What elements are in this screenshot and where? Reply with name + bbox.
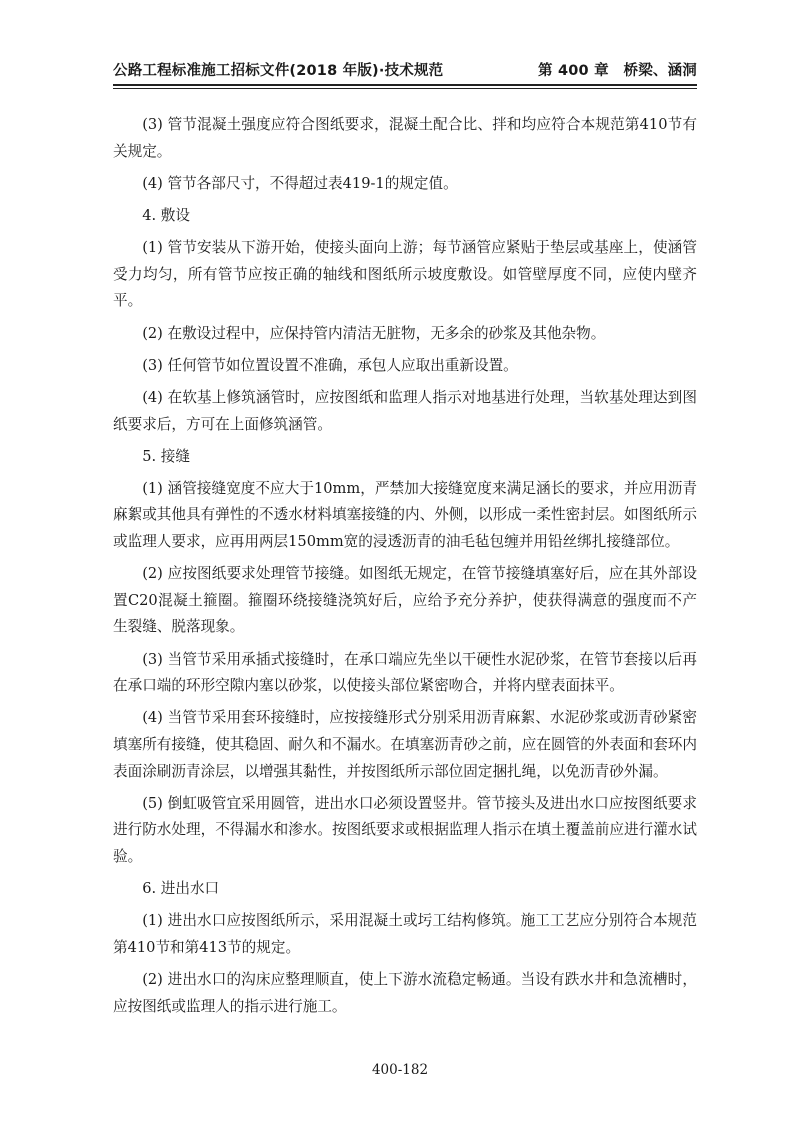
paragraph-5-5-inverted-siphon: (5) 倒虹吸管宜采用圆管，进出水口必须设置竖井。管节接头及进出水口应按图纸要求进行防水处理，不得漏水和渗水。按图纸要求或根据监理人指示在填土覆盖前应进行灌水试验。 <box>113 794 697 865</box>
header-rule-thick <box>113 84 697 86</box>
paragraph-3-3-concrete-strength: (3) 管节混凝土强度应符合图纸要求，混凝土配合比、拌和均应符合本规范第410节有关规定。 <box>113 116 697 160</box>
section-heading-joints: 5. 接缝 <box>142 447 190 465</box>
paragraph-4-3-reposition: (3) 任何管节如位置设置不准确，承包人应取出重新设置。 <box>142 356 518 374</box>
paragraph-4-2-cleanliness: (2) 在敷设过程中，应保持管内清洁无脏物，无多余的砂浆及其他杂物。 <box>142 324 606 342</box>
page-header <box>113 54 697 80</box>
section-heading-inlet-outlet: 6. 进出水口 <box>142 880 220 898</box>
paragraph-5-3-socket-joint: (3) 当管节采用承插式接缝时，在承口端应先坐以干硬性水泥砂浆，在管节套接以后再在承口端的环形空隙内塞以砂浆，以使接头部位紧密吻合，并将内壁表面抹平。 <box>113 650 697 695</box>
paragraph-5-1-joint-width: (1) 涵管接缝宽度不应大于10mm，严禁加大接缝宽度来满足涵长的要求，并应用沥青麻絮或其他具有弹性的不透水材料填塞接缝的内、外侧，以形成一柔性密封层。如图纸所示或监理人要求，应再用两层150mm宽的浸透沥青的油毛毡包缠并用铅丝绑扎接缝部位。 <box>113 479 697 551</box>
paragraph-5-4-collar-joint: (4) 当管节采用套环接缝时，应按接缝形式分别采用沥青麻絮、水泥砂浆或沥青砂紧密填塞所有接缝，使其稳固、耐久和不漏水。在填塞沥青砂之前，应在圆管的外表面和套环内表面涂刷沥青涂层，以增强其黏性，并按图纸所示部位固定捆扎绳，以免沥青砂外漏。 <box>113 709 697 780</box>
header-rule-thin <box>113 88 697 89</box>
header-document-title: 公路工程标准施工招标文件(2018 年版)·技术规范 <box>113 63 444 79</box>
paragraph-3-4-pipe-dimensions: (4) 管节各部尺寸，不得超过表419-1的规定值。 <box>142 174 458 192</box>
page-footer <box>0 1062 800 1078</box>
section-heading-laying: 4. 敷设 <box>142 206 190 224</box>
paragraph-4-4-soft-foundation: (4) 在软基上修筑涵管时，应按图纸和监理人指示对地基进行处理，当软基处理达到图纸要求后，方可在上面修筑涵管。 <box>113 388 697 433</box>
header-chapter-title: 第 400 章 桥梁、涵洞 <box>538 63 697 79</box>
page-number: 400-182 <box>371 1062 429 1078</box>
body-text <box>113 112 697 1026</box>
paragraph-4-1-installation: (1) 管节安装从下游开始，使接头面向上游；每节涵管应紧贴于垫层或基座上，使涵管受力均匀，所有管节应按正确的轴线和图纸所示坡度敷设。如管壁厚度不同，应使内壁齐平。 <box>113 239 697 310</box>
paragraph-5-2-joint-treatment: (2) 应按图纸要求处理管节接缝。如图纸无规定，在管节接缝填塞好后，应在其外部设置C20混凝土箍圈。箍圈环绕接缝浇筑好后，应给予充分养护，使获得满意的强度而不产生裂缝、脱落现象。 <box>113 565 697 636</box>
paragraph-6-1-inlet-outlet-construction: (1) 进出水口应按图纸所示，采用混凝土或圬工结构修筑。施工工艺应分别符合本规范第410节和第413节的规定。 <box>113 912 697 956</box>
paragraph-6-2-channel-bed: (2) 进出水口的沟床应整理顺直，使上下游水流稳定畅通。当设有跌水井和急流槽时，应按图纸或监理人的指示进行施工。 <box>113 971 697 1015</box>
